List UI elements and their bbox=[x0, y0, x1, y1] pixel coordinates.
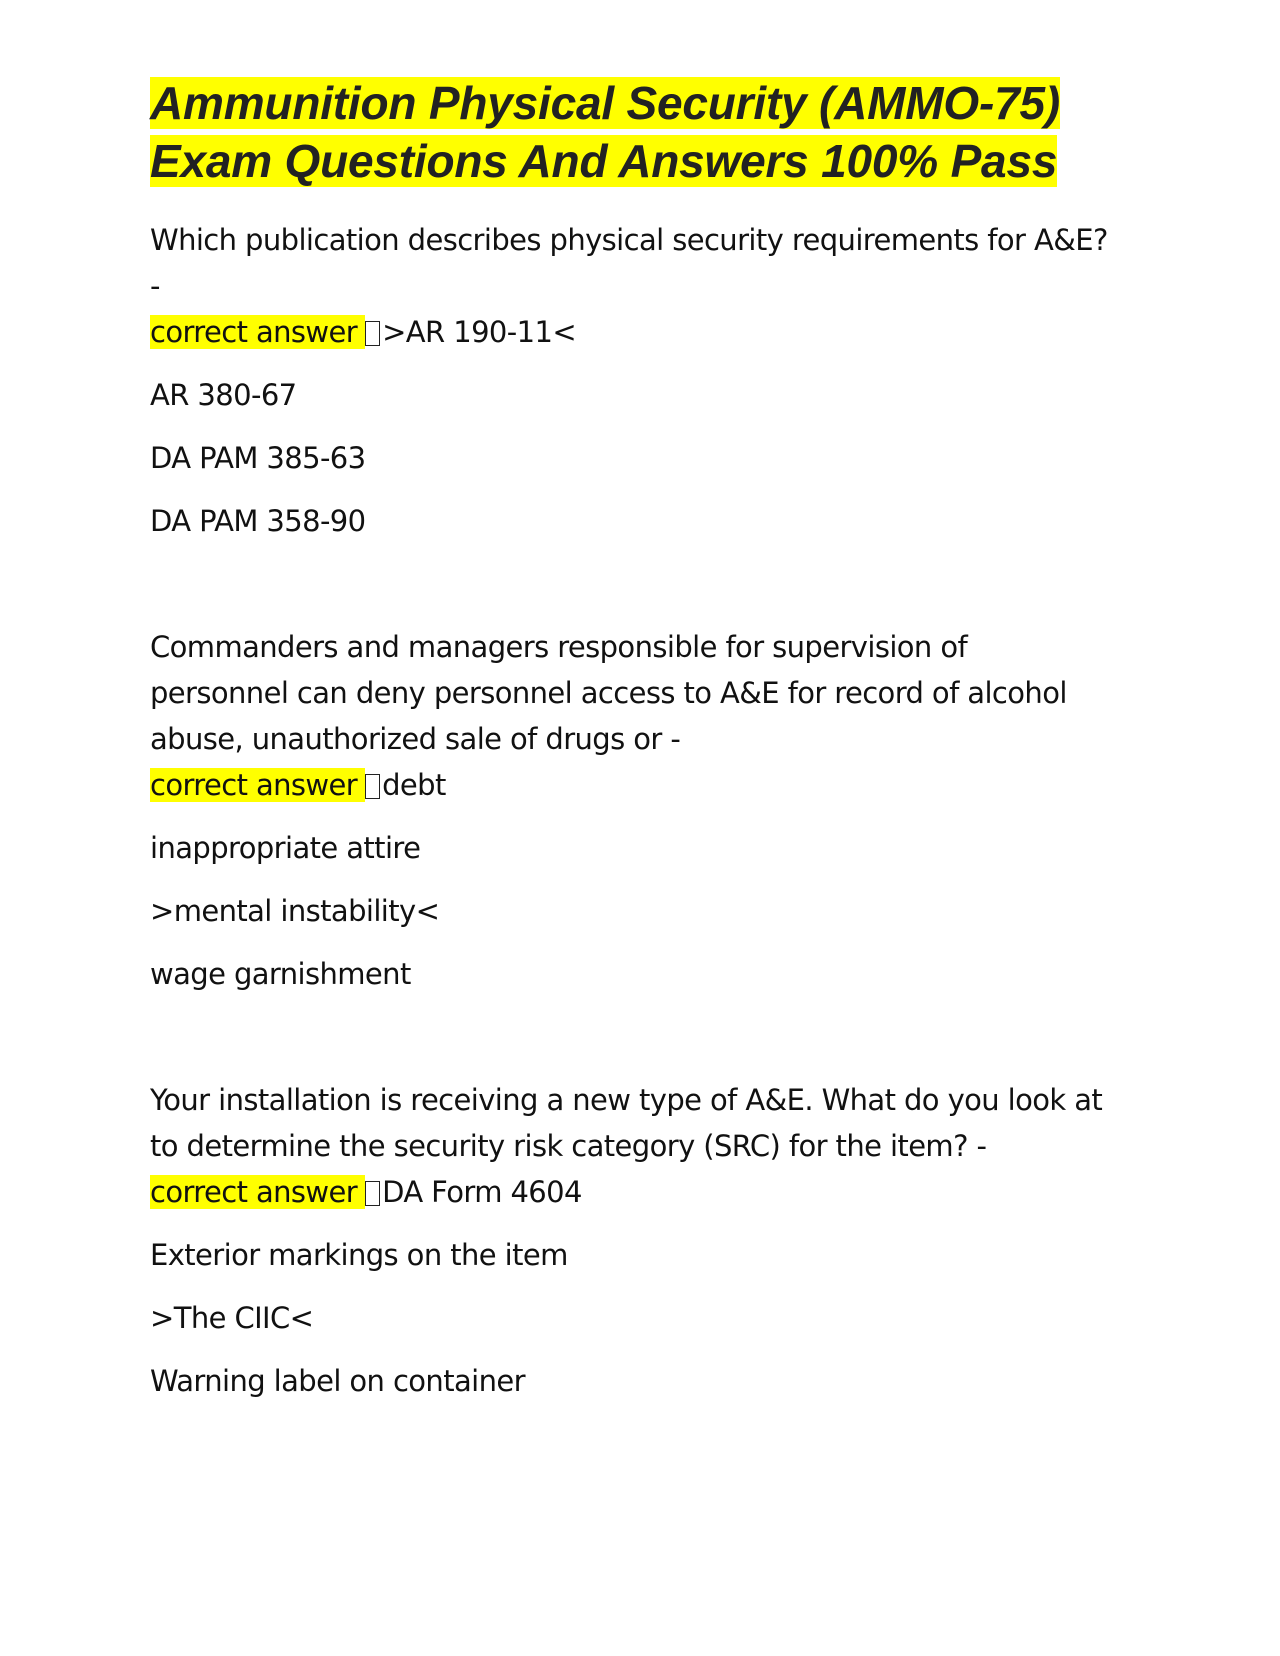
answer-option-2-3: >mental instability< bbox=[150, 894, 440, 928]
answer-line-1 bbox=[150, 309, 1110, 355]
answer-line-3 bbox=[150, 1169, 1110, 1215]
answer-option-2-4: wage garnishment bbox=[150, 957, 411, 991]
correct-answer-label: correct answer bbox=[150, 768, 365, 802]
question-block-3 bbox=[150, 1077, 1110, 1404]
question-block-1 bbox=[150, 217, 1110, 544]
answer-option-3-2: Exterior markings on the item bbox=[150, 1238, 568, 1272]
question-text-1: Which publication describes physical security requirements for A&E? - bbox=[150, 223, 1108, 303]
answer-option-2-2: inappropriate attire bbox=[150, 831, 421, 865]
missing-glyph-icon bbox=[365, 774, 380, 799]
missing-glyph-icon bbox=[365, 321, 380, 346]
answer-option-1-1: >AR 190-11< bbox=[382, 315, 577, 349]
correct-answer-label: correct answer bbox=[150, 1175, 365, 1209]
answer-option-1-2: AR 380-67 bbox=[150, 378, 297, 412]
answer-option-1-4: DA PAM 358-90 bbox=[150, 504, 366, 538]
answer-option-1-3: DA PAM 385-63 bbox=[150, 441, 366, 475]
question-text-3: Your installation is receiving a new type of A&E. What do you look at to determine the security risk category (SRC) for the item? - bbox=[150, 1083, 1103, 1163]
missing-glyph-icon bbox=[365, 1181, 380, 1206]
answer-option-3-4: Warning label on container bbox=[150, 1364, 525, 1398]
answer-option-3-1: DA Form 4604 bbox=[382, 1175, 582, 1209]
correct-answer-label: correct answer bbox=[150, 315, 365, 349]
question-block-2 bbox=[150, 624, 1110, 997]
document-title bbox=[150, 74, 1110, 190]
answer-option-3-3: >The CIIC< bbox=[150, 1301, 314, 1335]
document-content bbox=[150, 74, 1110, 1404]
answer-line-2 bbox=[150, 762, 1110, 808]
question-text-2: Commanders and managers responsible for supervision of personnel can deny personnel access to A&E for record of alcohol abuse, unauthorized sale of drugs or - bbox=[150, 630, 1067, 756]
document-title-text: Ammunition Physical Security (AMMO-75) Exam Questions And Answers 100% Pass bbox=[150, 77, 1060, 187]
answer-option-2-1: debt bbox=[382, 768, 446, 802]
